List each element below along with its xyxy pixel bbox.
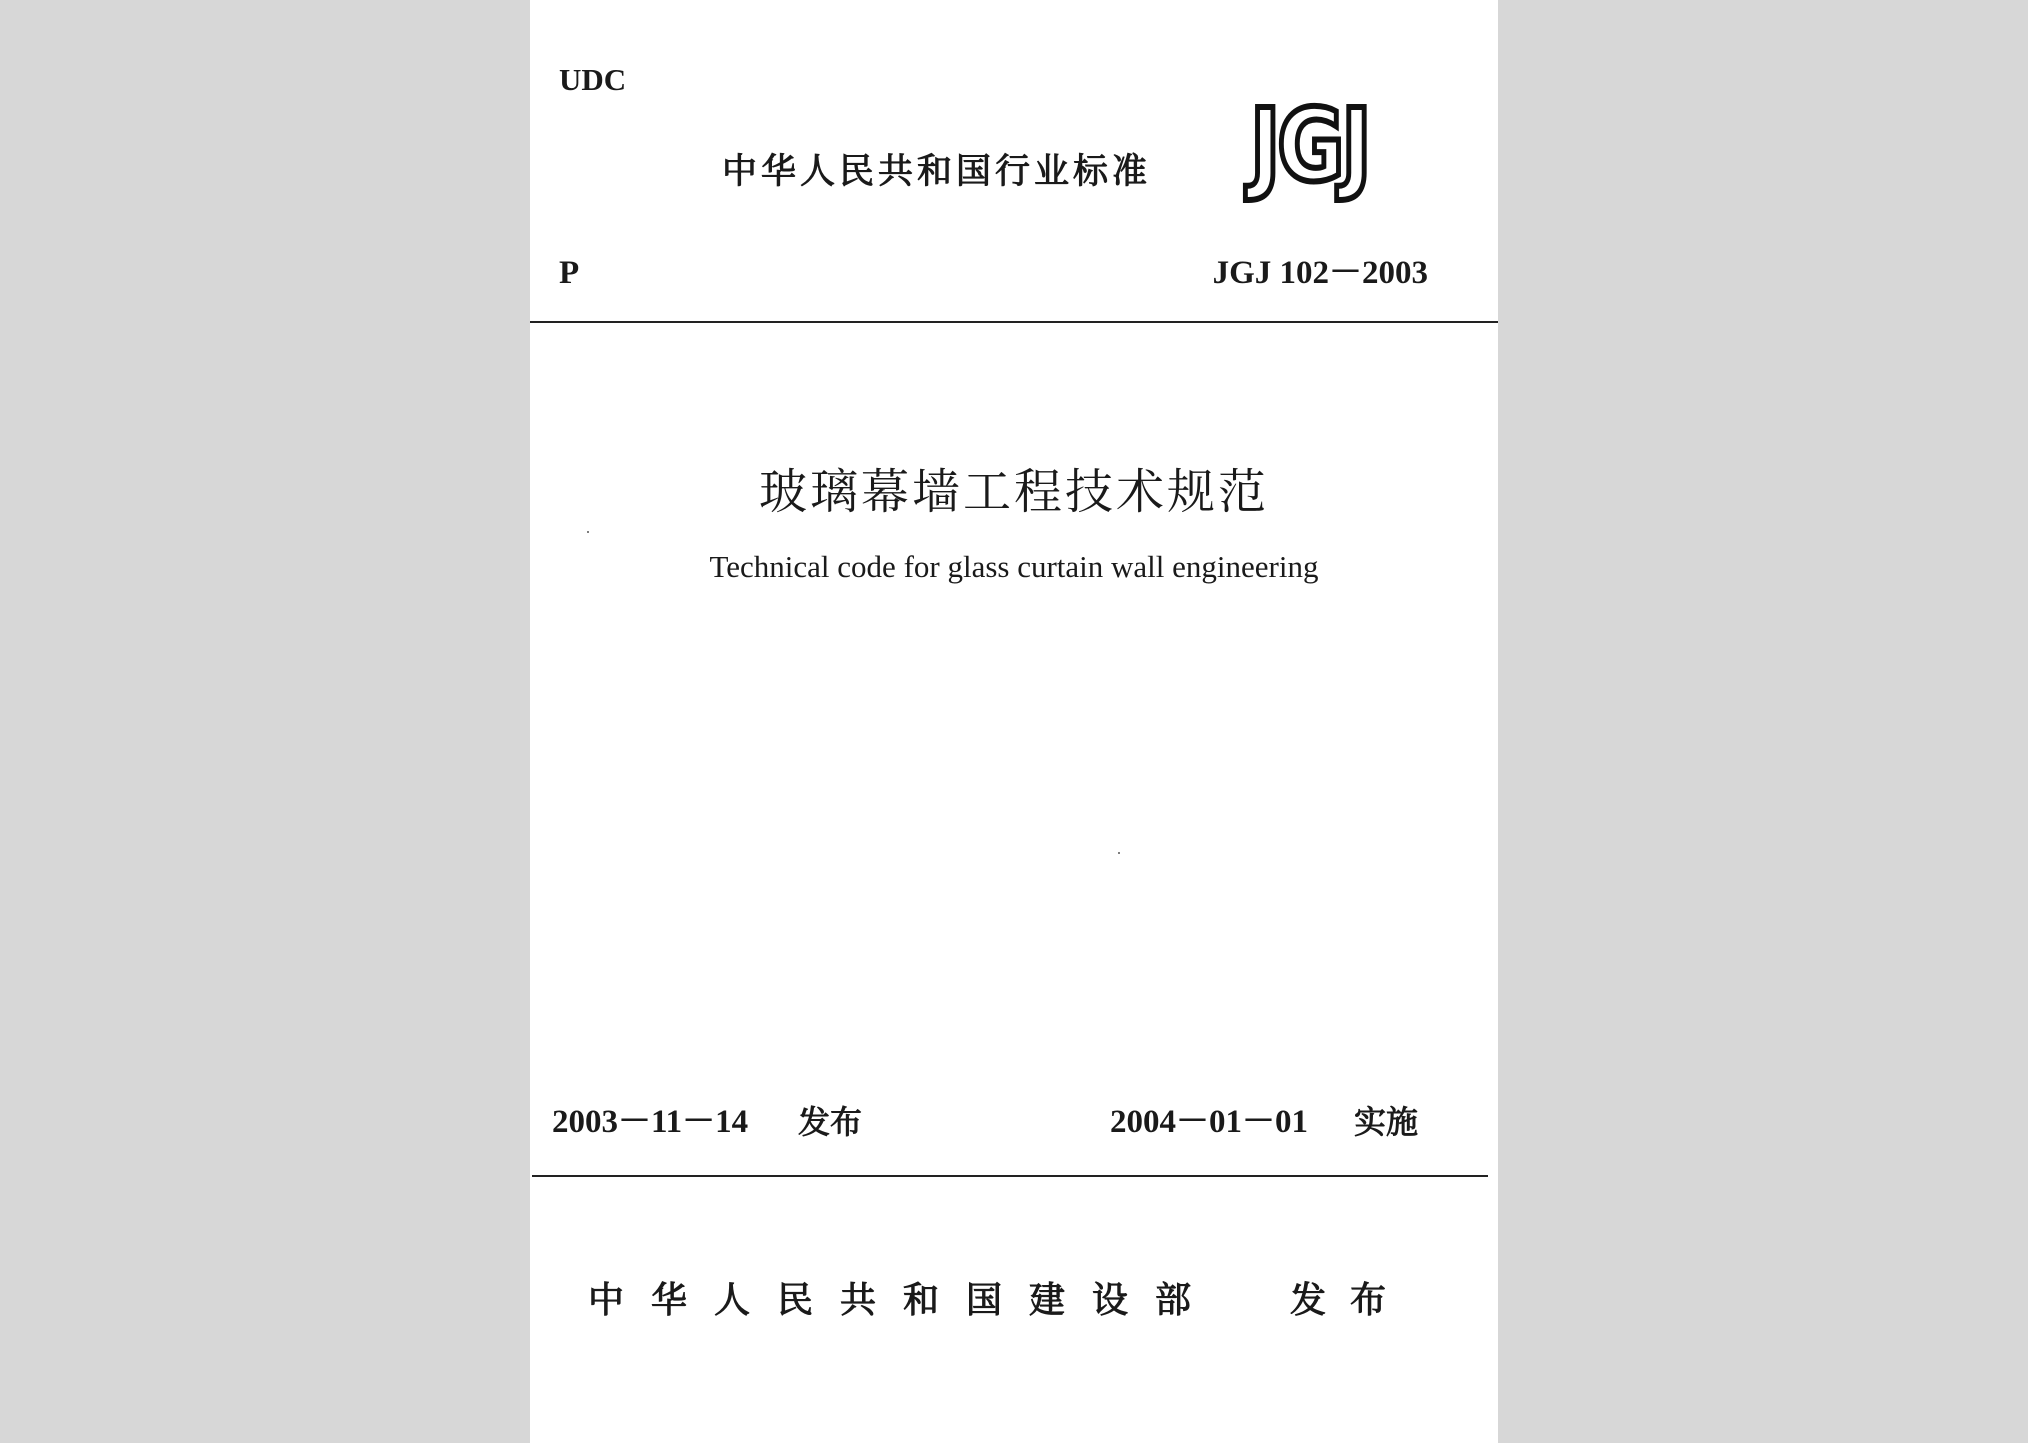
classification-code: P xyxy=(559,255,580,291)
udc-label: UDC xyxy=(559,62,627,97)
jgj-logo: JGJ xyxy=(1250,87,1369,204)
issue-label: 发布 xyxy=(798,1103,863,1141)
document-page xyxy=(530,0,1498,1443)
implementation-label: 实施 xyxy=(1354,1103,1419,1141)
standard-category: 中华人民共和国行业标准 xyxy=(722,152,1152,192)
issue-date: 2003－11－14 xyxy=(552,1104,749,1140)
publish-label: 发布 xyxy=(1290,1280,1411,1321)
standard-number: JGJ 102－2003 xyxy=(1212,255,1428,291)
footer-divider xyxy=(532,1175,1488,1177)
implementation-date: 2004－01－01 xyxy=(1110,1104,1308,1140)
title-english: Technical code for glass curtain wall engineering xyxy=(709,549,1319,584)
scan-speck xyxy=(587,531,589,533)
scan-speck xyxy=(1118,852,1120,854)
title-chinese: 玻璃幕墙工程技术规范 xyxy=(758,464,1269,520)
publisher-name: 中华人民共和国建设部 xyxy=(588,1280,1219,1321)
header-divider xyxy=(530,321,1498,323)
